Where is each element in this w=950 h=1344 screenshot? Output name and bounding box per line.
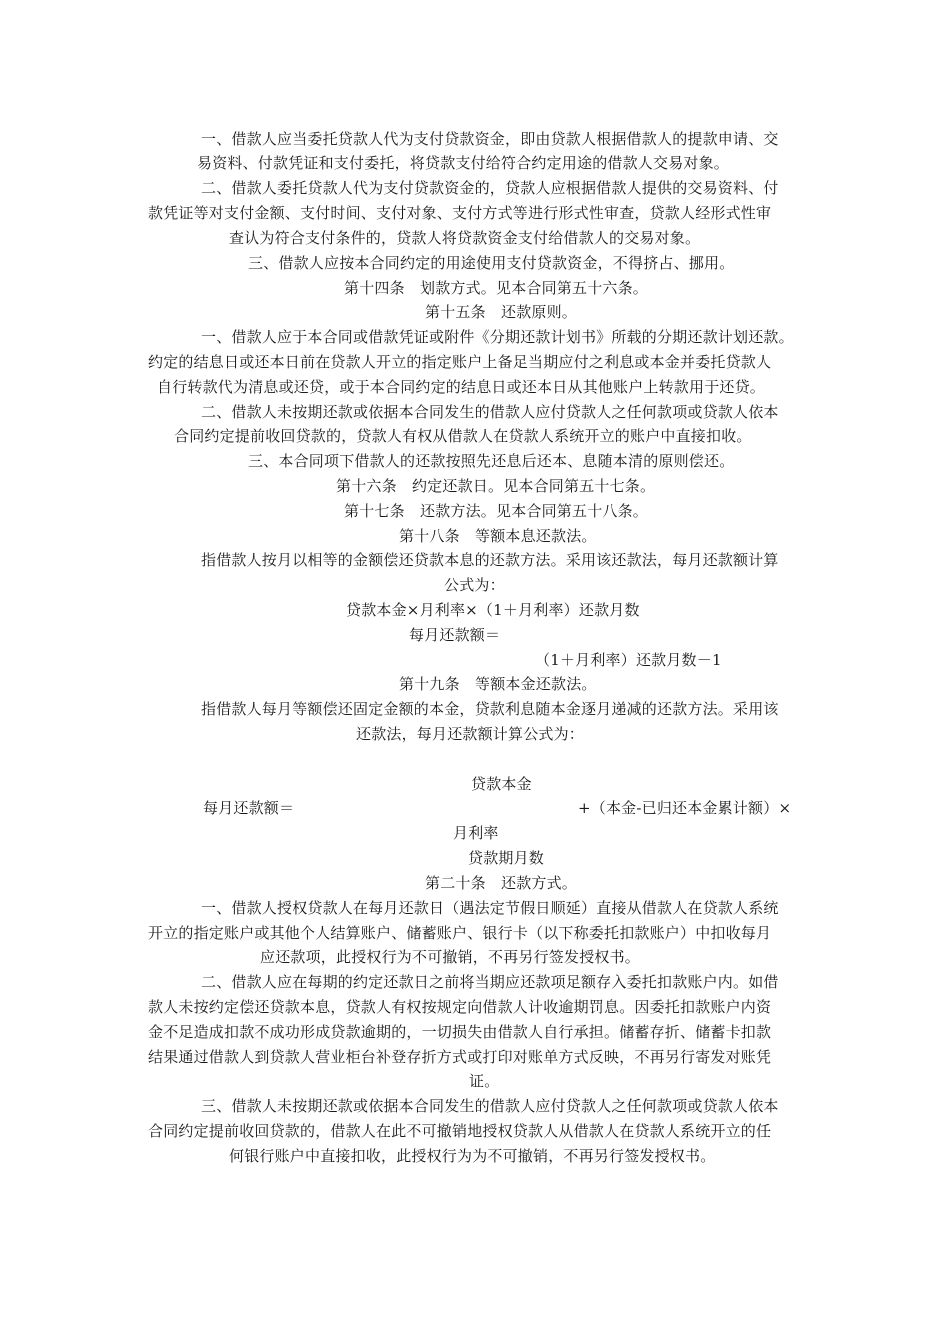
formula-label: 每月还款额＝ <box>409 626 501 644</box>
text-line: 二、借款人应在每期的约定还款日之前将当期应还款项足额存入委托扣款账户内。如借 <box>201 973 779 991</box>
text-line: 第十六条 约定还款日。见本合同第五十七条。 <box>336 477 656 495</box>
text-line: 款人未按约定偿还贷款本息，贷款人有权按规定向借款人计收逾期罚息。因委托扣款账户内资 <box>148 998 772 1016</box>
text-line: 结果通过借款人到贷款人营业柜台补登存折方式或打印对账单方式反映，不再另行寄发对账凭 <box>148 1048 772 1066</box>
text-line: 一、借款人应于本合同或借款凭证或附件《分期还款计划书》所载的分期还款计划还款。 <box>201 328 794 346</box>
text-line: 二、借款人未按期还款或依据本合同发生的借款人应付贷款人之任何款项或贷款人依本 <box>201 403 779 421</box>
formula-numerator: 贷款本金 <box>471 775 532 793</box>
text-line: 一、借款人应当委托贷款人代为支付贷款资金，即由贷款人根据借款人的提款申请、交 <box>201 130 779 148</box>
formula-denominator: 贷款期月数 <box>468 849 545 867</box>
text-line: 金不足造成扣款不成功形成贷款逾期的，一切损失由借款人自行承担。储蓄存折、储蓄卡扣款 <box>148 1023 772 1041</box>
text-line: 自行转款代为清息或还贷，或于本合同约定的结息日或还本日从其他账户上转款用于还贷。 <box>157 378 766 396</box>
text-line: 第十九条 等额本金还款法。 <box>399 675 597 693</box>
text-line: 合同约定提前收回贷款的，贷款人有权从借款人在贷款人系统开立的账户中直接扣收。 <box>174 427 752 445</box>
text-line: 款凭证等对支付金额、支付时间、支付对象、支付方式等进行形式性审查，贷款人经形式性审 <box>148 204 772 222</box>
text-line: 还款法，每月还款额计算公式为： <box>356 725 585 743</box>
text-line: 查认为符合支付条件的，贷款人将贷款资金支付给借款人的交易对象。 <box>229 229 701 247</box>
formula-numerator: 贷款本金×月利率×（1＋月利率）还款月数 <box>346 601 640 619</box>
text-line: 第二十条 还款方式。 <box>425 874 578 892</box>
text-line: 二、借款人委托贷款人代为支付贷款资金的，贷款人应根据借款人提供的交易资料、付 <box>201 179 779 197</box>
text-line: 应还款项，此授权行为不可撤销，不再另行签发授权书。 <box>260 948 641 966</box>
text-line: 合同约定提前收回贷款的，借款人在此不可撤销地授权贷款人从借款人在贷款人系统开立的任 <box>148 1122 772 1140</box>
formula-label: 每月还款额＝ <box>203 799 295 817</box>
formula-term: 月利率 <box>453 824 499 842</box>
text-line: 公式为： <box>444 576 505 594</box>
text-line: 第十八条 等额本息还款法。 <box>399 527 597 545</box>
text-line: 三、借款人应按本合同约定的用途使用支付贷款资金，不得挤占、挪用。 <box>248 254 735 272</box>
text-line: 何银行账户中直接扣收，此授权行为为不可撤销，不再另行签发授权书。 <box>229 1147 716 1165</box>
text-line: 证。 <box>469 1072 500 1090</box>
text-line: 第十四条 划款方式。见本合同第五十六条。 <box>344 279 649 297</box>
text-line: 第十五条 还款原则。 <box>425 303 578 321</box>
text-line: 一、借款人授权贷款人在每月还款日（遇法定节假日顺延）直接从借款人在贷款人系统 <box>201 899 779 917</box>
formula-term: +（本金-已归还本金累计额）× <box>578 799 792 817</box>
text-line: 三、本合同项下借款人的还款按照先还息后还本、息随本清的原则偿还。 <box>248 452 735 470</box>
text-line: 开立的指定账户或其他个人结算账户、储蓄账户、银行卡（以下称委托扣款账户）中扣收每月 <box>148 924 772 942</box>
text-line: 第十七条 还款方法。见本合同第五十八条。 <box>344 502 649 520</box>
text-line: 三、借款人未按期还款或依据本合同发生的借款人应付贷款人之任何款项或贷款人依本 <box>201 1097 779 1115</box>
text-line: 指借款人按月以相等的金额偿还贷款本息的还款方法。采用该还款法，每月还款额计算 <box>201 551 779 569</box>
text-line: 约定的结息日或还本日前在贷款人开立的指定账户上备足当期应付之利息或本金并委托贷款人 <box>148 353 772 371</box>
formula-denominator: （1＋月利率）还款月数－1 <box>535 651 722 669</box>
text-line: 易资料、付款凭证和支付委托，将贷款支付给符合约定用途的借款人交易对象。 <box>197 154 730 172</box>
text-line: 指借款人每月等额偿还固定金额的本金，贷款利息随本金逐月递减的还款方法。采用该 <box>201 700 779 718</box>
